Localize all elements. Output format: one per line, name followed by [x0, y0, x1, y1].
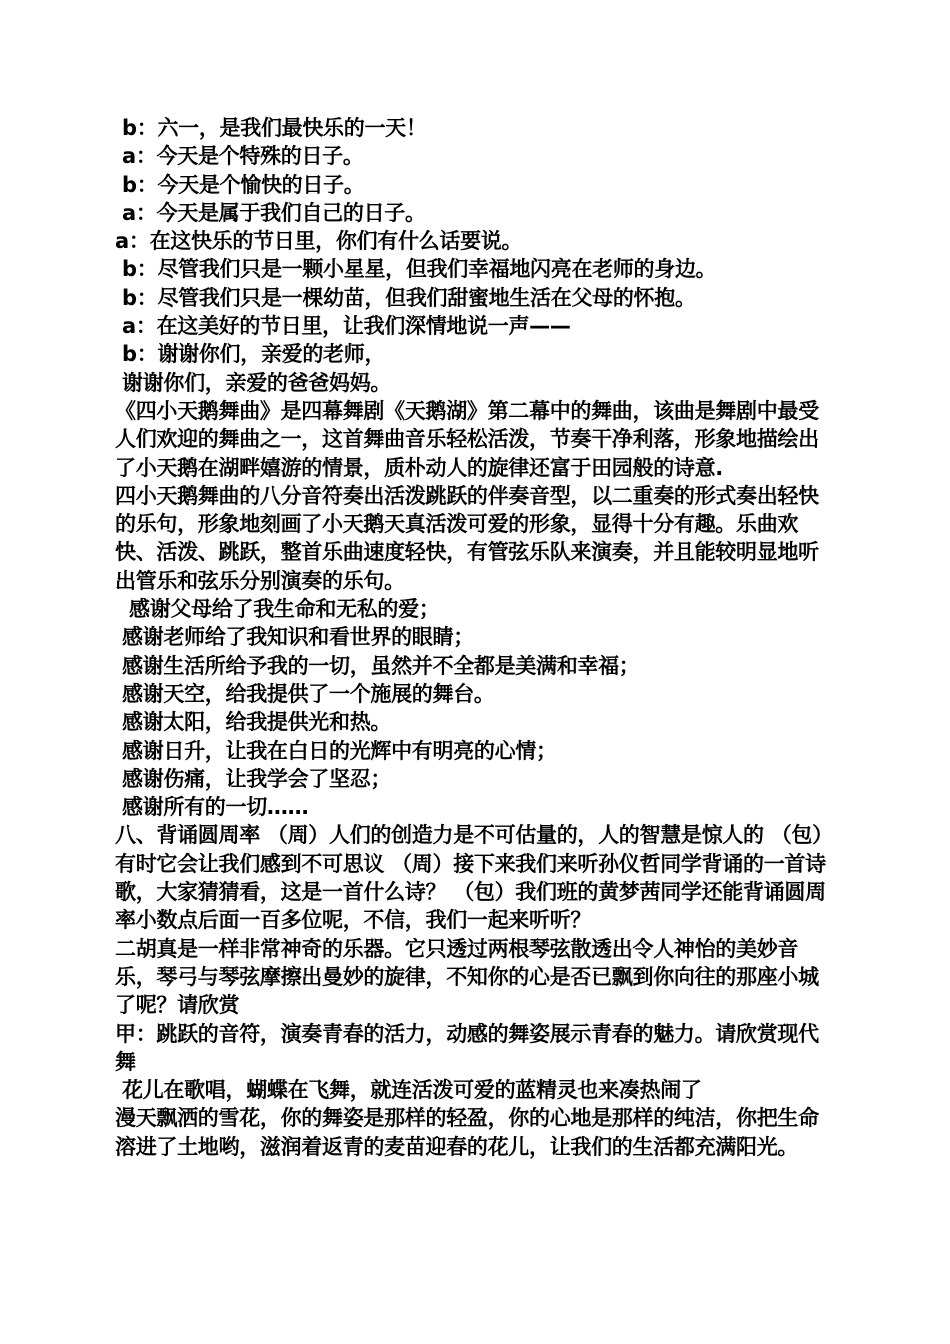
paragraph-flowers: 花儿在歌唱，蝴蝶在飞舞，就连活泼可爱的蓝精灵也来凑热闹了 — [115, 1078, 702, 1103]
paragraph-swan-dance: 四小天鹅舞曲的八分音符奏出活泼跳跃的伴奏音型，以二重奏的形式奏出轻快的乐句，形象地刻画了小天鹅天真活泼可爱的形象，显得十分有趣。乐曲欢快、活泼、跳跃，整首乐曲速度轻快，有管弦乐队来演奏，并且能较明显地听出管乐和弦乐分别演奏的乐句。 — [115, 483, 819, 593]
thanks-line: 感谢天空，给我提供了一个施展的舞台。 — [115, 681, 495, 706]
document-page — [115, 114, 837, 1161]
thanks-line: 感谢伤痛，让我学会了坚忍； — [115, 766, 392, 791]
thanks-line: 感谢日升，让我在白日的光辉中有明亮的心情； — [115, 738, 557, 763]
thanks-line: 感谢老师给了我知识和看世界的眼睛； — [115, 625, 474, 650]
paragraph-pi-recital: 八、背诵圆周率 （周）人们的创造力是不可估量的，人的智慧是惊人的 （包）有时它会让我们感到不可思议 （周）接下来我们来听孙仪哲同学背诵的一首诗歌，大家猜猜看，这是一首什么诗？ （包）我们班的黄梦茜同学还能背诵圆周率小数点后面一百多位呢，不信，我们一起来听听？ — [115, 823, 833, 933]
paragraph-swan-lake: 《四小天鹅舞曲》是四幕舞剧《天鹅湖》第二幕中的舞曲，该曲是舞剧中最受人们欢迎的舞曲之一，这首舞曲音乐轻松活泼，节奏干净利落，形象地描绘出了小天鹅在湖畔嬉游的情景，质朴动人的旋律还富于田园般的诗意. — [115, 398, 819, 480]
dialogue-line: b：尽管我们只是一棵幼苗，但我们甜蜜地生活在父母的怀抱。 — [115, 285, 696, 310]
paragraph-erhu: 二胡真是一样非常神奇的乐器。它只透过两根琴弦散透出令人神怡的美妙音乐，琴弓与琴弦摩擦出曼妙的旋律，不知你的心是否已飘到你向往的那座小城了呢？请欣赏 — [115, 936, 819, 1018]
dialogue-line: 谢谢你们，亲爱的爸爸妈妈。 — [115, 370, 392, 395]
paragraph-modern-dance: 甲：跳跃的音符，演奏青春的活力，动感的舞姿展示青春的魅力。请欣赏现代舞 — [115, 1021, 819, 1074]
dialogue-line: b：六一，是我们最快乐的一天！ — [115, 116, 427, 140]
thanks-line: 感谢太阳，给我提供光和热。 — [115, 710, 392, 735]
dialogue-line: a：今天是个特殊的日子。 — [115, 144, 364, 169]
dialogue-line: b：尽管我们只是一颗小星星，但我们幸福地闪亮在老师的身边。 — [115, 257, 717, 282]
dialogue-line: b：谢谢你们，亲爱的老师， — [115, 342, 386, 367]
thanks-line: 感谢所有的一切…… — [115, 795, 309, 820]
dialogue-line: a：在这快乐的节日里，你们有什么话要说。 — [115, 229, 523, 254]
thanks-line: 感谢父母给了我生命和无私的爱； — [115, 597, 440, 622]
paragraph-snow: 漫天飘洒的雪花，你的舞姿是那样的轻盈，你的心地是那样的纯洁，你把生命溶进了土地哟，滋润着返青的麦苗迎春的花儿，让我们的生活都充满阳光。 — [115, 1106, 819, 1159]
dialogue-line: a：今天是属于我们自己的日子。 — [115, 200, 426, 225]
dialogue-line: b：今天是个愉快的日子。 — [115, 172, 365, 197]
dialogue-line: a：在这美好的节日里，让我们深情地说一声—— — [115, 314, 571, 339]
thanks-line: 感谢生活所给予我的一切，虽然并不全都是美满和幸福； — [115, 653, 640, 678]
